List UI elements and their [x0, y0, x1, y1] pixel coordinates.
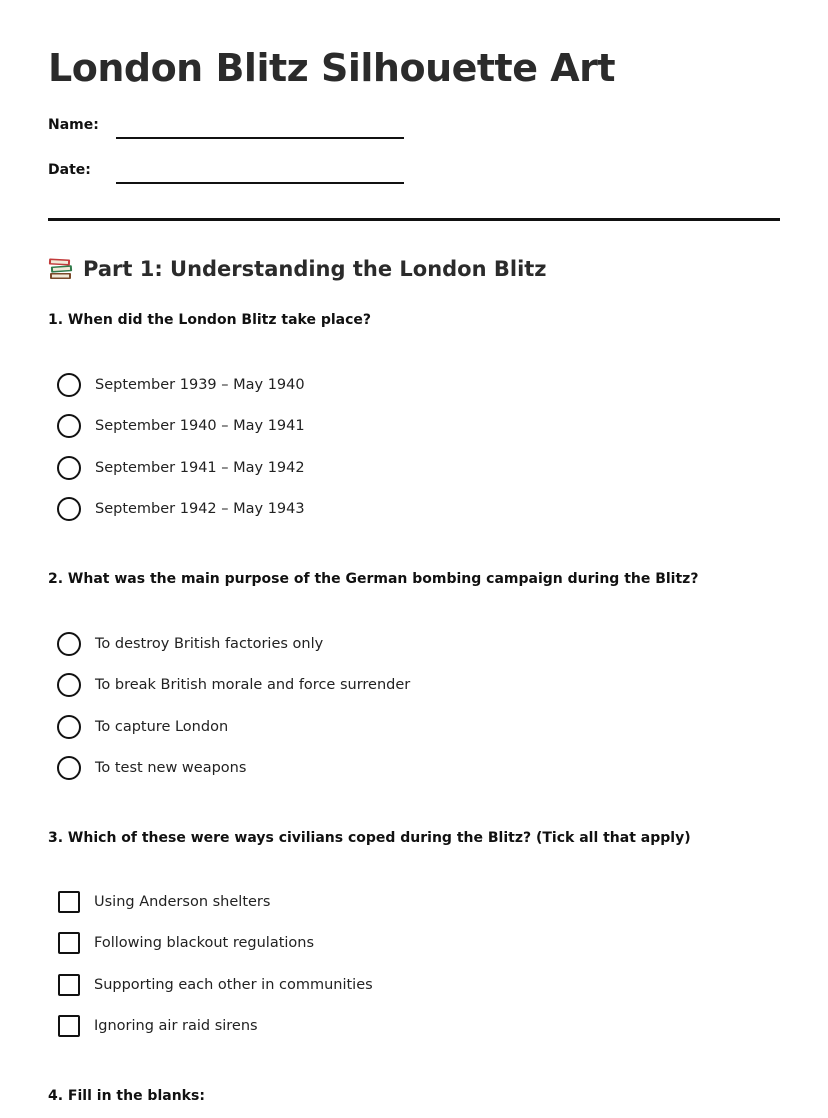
checkbox[interactable] — [58, 891, 80, 913]
checkbox[interactable] — [58, 1015, 80, 1037]
q1-option-2[interactable] — [57, 413, 305, 439]
q1-option-4[interactable] — [57, 496, 305, 522]
option-label: To destroy British factories only — [95, 636, 324, 652]
name-blank-line[interactable] — [116, 137, 404, 139]
q2-option-1[interactable] — [57, 631, 323, 657]
q3-option-2[interactable] — [57, 930, 314, 956]
radio-button[interactable] — [57, 414, 81, 438]
question-3: 3. Which of these were ways civilians coped during the Blitz? (Tick all that apply) — [48, 830, 691, 846]
radio-button[interactable] — [57, 373, 81, 397]
q3-option-3[interactable] — [57, 972, 373, 998]
date-blank-line[interactable] — [116, 182, 404, 184]
worksheet-title: London Blitz Silhouette Art — [48, 46, 616, 90]
date-label: Date: — [48, 162, 91, 178]
name-field[interactable] — [48, 117, 408, 141]
option-label: To break British morale and force surrender — [95, 677, 411, 693]
books-icon — [48, 257, 74, 281]
header-divider — [48, 218, 780, 221]
question-4: 4. Fill in the blanks: — [48, 1088, 205, 1104]
q3-option-4[interactable] — [57, 1013, 258, 1039]
part1-heading — [48, 257, 547, 281]
radio-button[interactable] — [57, 756, 81, 780]
checkbox[interactable] — [58, 932, 80, 954]
radio-button[interactable] — [57, 497, 81, 521]
option-label: Supporting each other in communities — [94, 977, 373, 993]
option-label: September 1941 – May 1942 — [95, 460, 305, 476]
question-1: 1. When did the London Blitz take place? — [48, 312, 372, 328]
option-label: To capture London — [95, 719, 229, 735]
option-label: To test new weapons — [95, 760, 247, 776]
radio-button[interactable] — [57, 456, 81, 480]
q3-option-1[interactable] — [57, 889, 270, 915]
radio-button[interactable] — [57, 673, 81, 697]
q1-option-3[interactable] — [57, 455, 305, 481]
radio-button[interactable] — [57, 715, 81, 739]
option-label: September 1940 – May 1941 — [95, 418, 305, 434]
name-label: Name: — [48, 117, 99, 133]
option-label: Using Anderson shelters — [94, 894, 271, 910]
q2-option-3[interactable] — [57, 714, 228, 740]
option-label: Ignoring air raid sirens — [94, 1018, 258, 1034]
checkbox[interactable] — [58, 974, 80, 996]
option-label: September 1939 – May 1940 — [95, 377, 305, 393]
q2-option-4[interactable] — [57, 755, 246, 781]
q1-option-1[interactable] — [57, 372, 305, 398]
option-label: Following blackout regulations — [94, 935, 315, 951]
part1-heading-text: Part 1: Understanding the London Blitz — [83, 257, 547, 281]
q2-option-2[interactable] — [57, 672, 410, 698]
question-2: 2. What was the main purpose of the German bombing campaign during the Blitz? — [48, 571, 699, 587]
date-field[interactable] — [48, 162, 408, 186]
option-label: September 1942 – May 1943 — [95, 501, 305, 517]
radio-button[interactable] — [57, 632, 81, 656]
